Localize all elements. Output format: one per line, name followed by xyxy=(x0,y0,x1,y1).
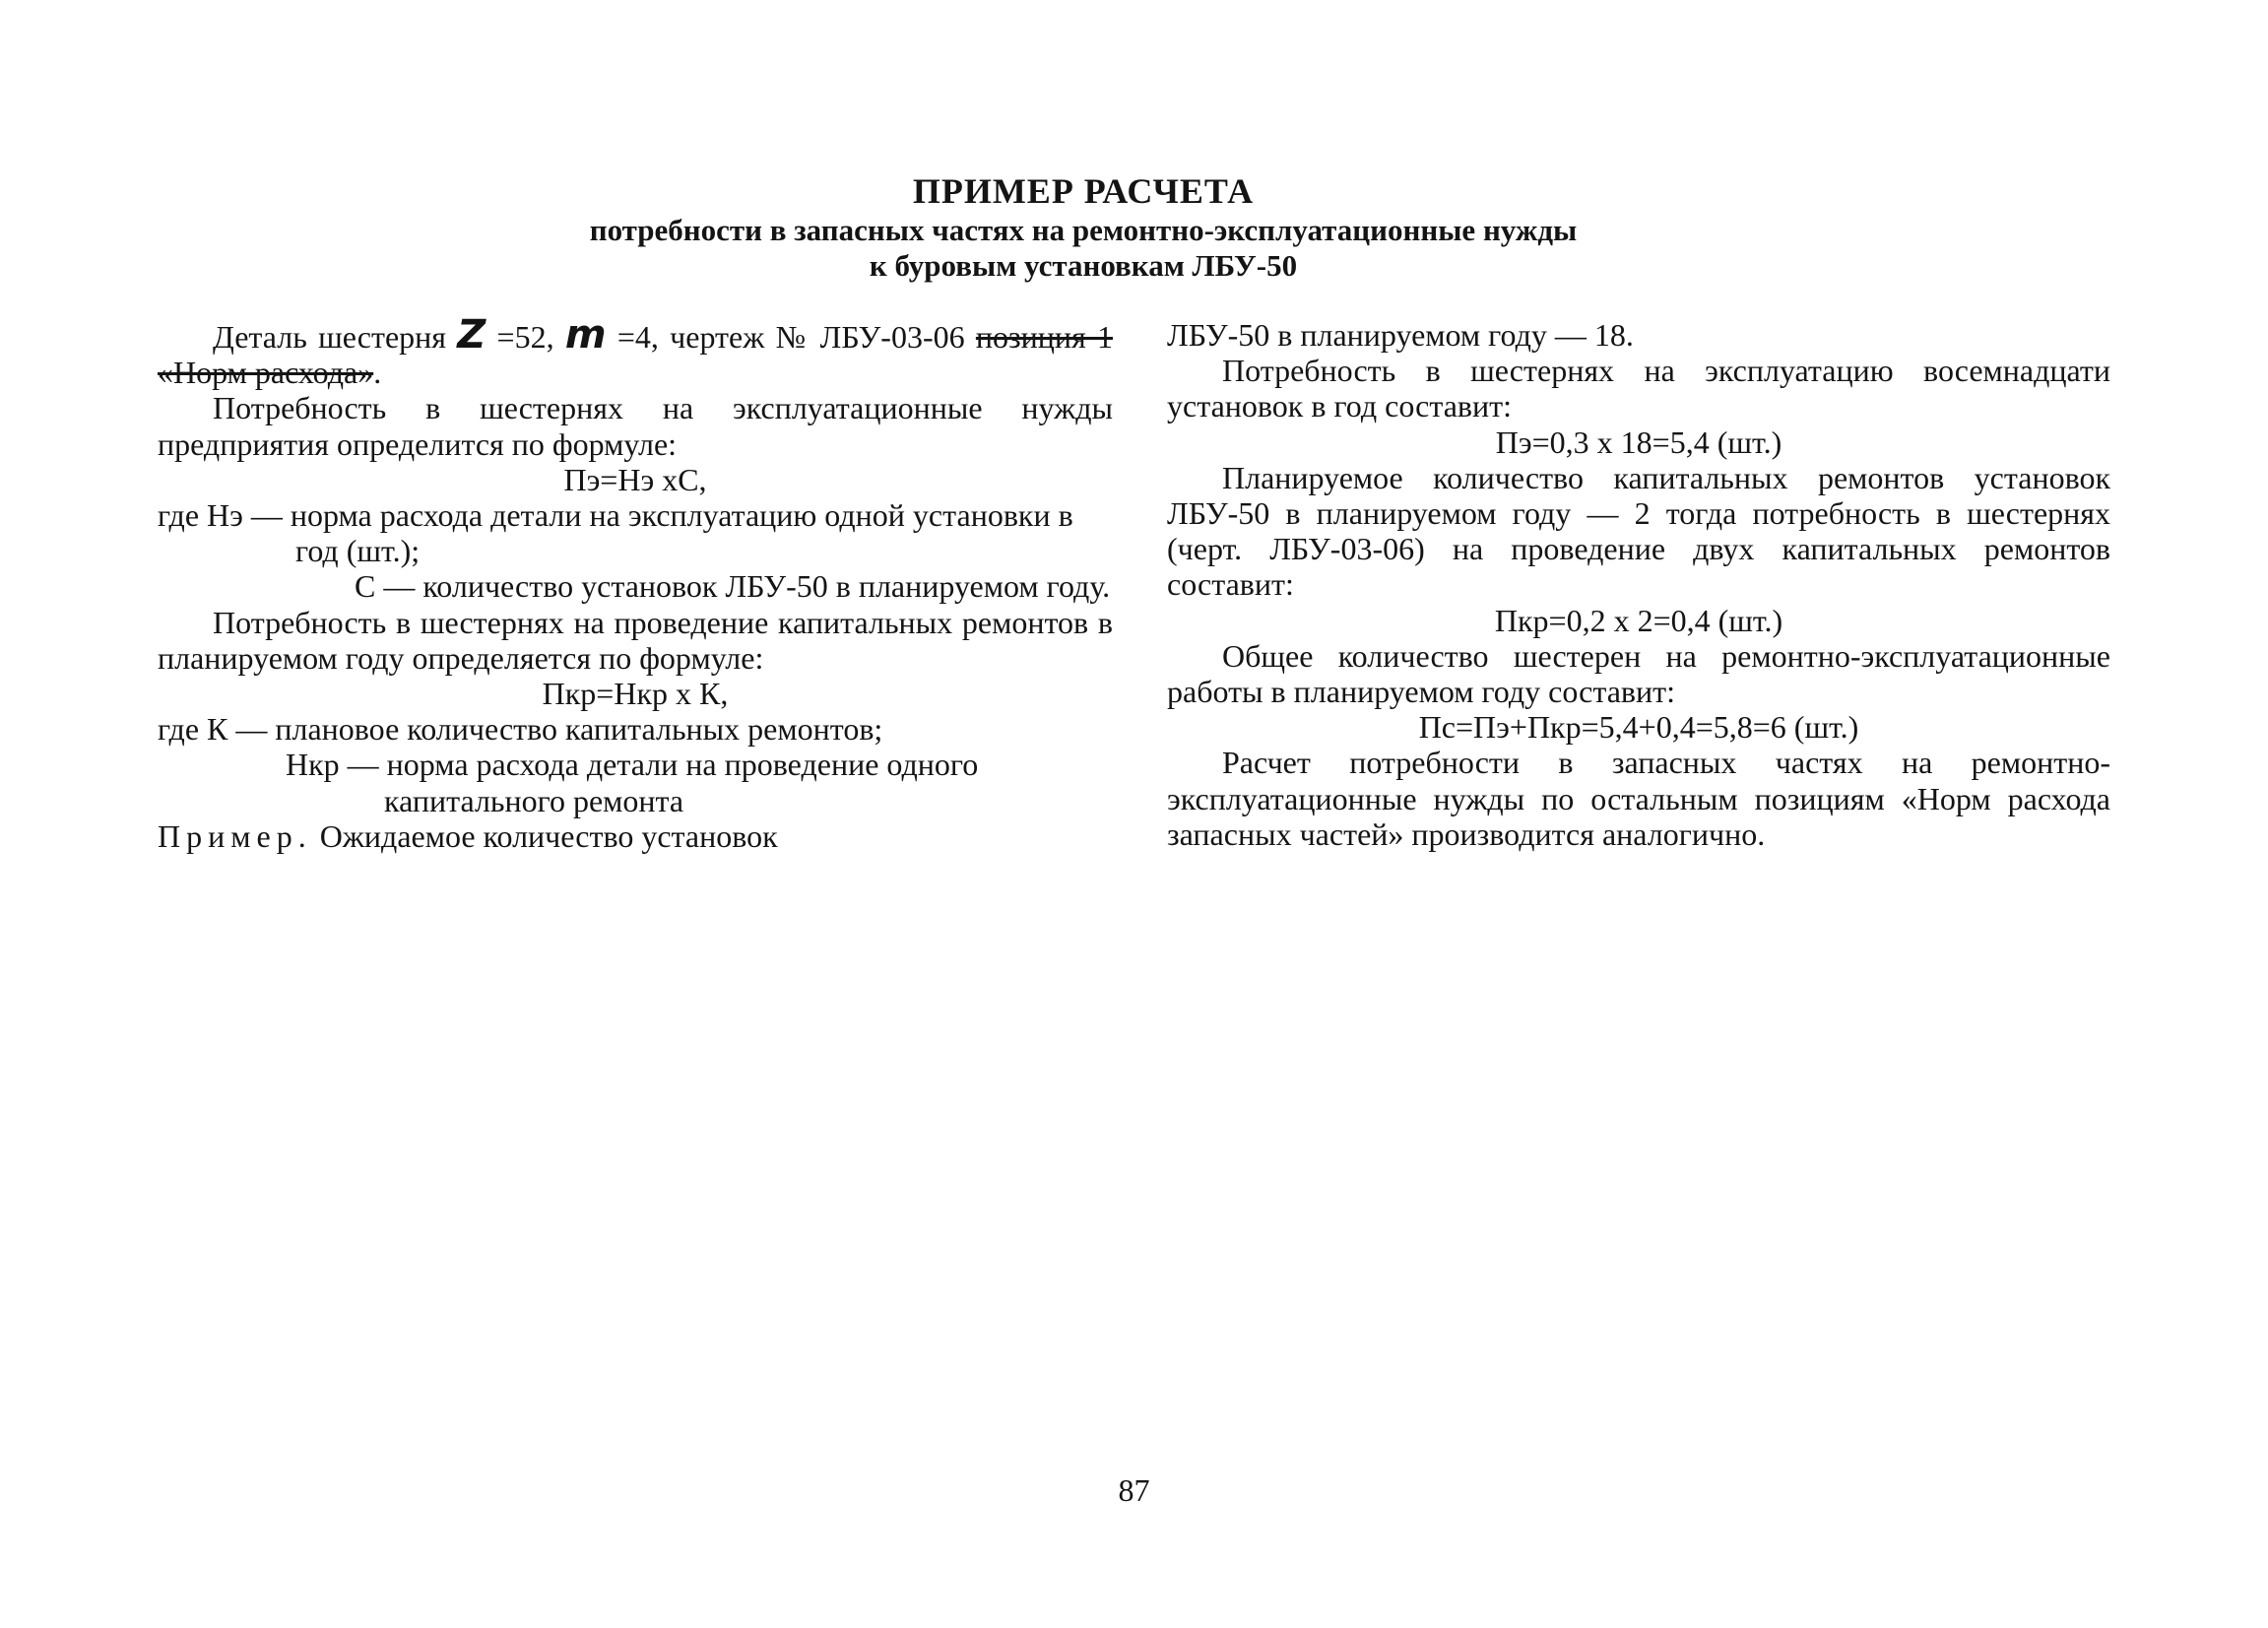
subtitle-line-1: потребности в запасных частях на ремонтно-эксплуатационные нужды xyxy=(589,213,1578,247)
operation-calc-paragraph: Потребность в шестернях на эксплуатацию восемнадцати установок в год составит: xyxy=(1167,353,2110,424)
struck-out-text: позиция 1 «Норм расхода» xyxy=(158,319,1114,391)
right-column xyxy=(1167,317,2110,852)
left-column xyxy=(158,312,1114,854)
repair-calc-paragraph: Планируемое количество капитальных ремонтов установок ЛБУ-50 в планируемом году — 2 тогда потребность в шестернях (черт. ЛБУ-03-06) на проведение двух капитальных ремонтов составит: xyxy=(1167,459,2110,603)
example-label: Пример. xyxy=(158,817,312,854)
definition-k: где К — плановое количество капитальных ремонтов; xyxy=(158,711,883,748)
detail-text-drawing: =4, чертеж № ЛБУ-03-06 xyxy=(606,319,976,355)
formula-ps-calc: Пс=Пэ+Пкр=5,4+0,4=5,8=6 (шт.) xyxy=(1418,709,1859,746)
example-continuation: ЛБУ-50 в планируемом году — 18. xyxy=(1167,317,1634,353)
page-title: ПРИМЕР РАСЧЕТА xyxy=(912,171,1255,211)
title-block xyxy=(0,169,2167,284)
formula-pe: Пэ=Нэ хС, xyxy=(563,461,707,497)
example-paragraph xyxy=(158,818,1113,854)
definition-c: С — количество установок ЛБУ-50 в планируемом году. xyxy=(355,568,1111,605)
formula-pe-calc: Пэ=0,3 х 18=5,4 (шт.) xyxy=(1495,423,1782,460)
example-text: Ожидаемое количество установок xyxy=(311,817,778,854)
detail-paragraph xyxy=(158,312,1114,391)
definition-ne: где Нэ — норма расхода детали на эксплуатацию одной установки в год (шт.); xyxy=(158,497,1073,569)
detail-text-end: . xyxy=(373,355,382,391)
definition-nkr: Нкр — норма расхода детали на проведение одного капитального ремонта xyxy=(286,747,979,818)
detail-text-start: Деталь шестерня xyxy=(213,319,458,355)
detail-text-z-value: =52, xyxy=(486,319,565,355)
operation-need-paragraph: Потребность в шестернях на эксплуатационные нужды предприятия определится по формуле: xyxy=(158,390,1113,462)
handwritten-z: Z xyxy=(457,312,486,358)
handwritten-m: m xyxy=(564,312,607,358)
repair-need-paragraph: Потребность в шестернях на проведение капитальных ремонтов в планируемом году определяется по формуле: xyxy=(158,604,1113,676)
page-number: 87 xyxy=(1118,1472,1150,1508)
total-paragraph: Общее количество шестерен на ремонтно-эксплуатационные работы в планируемом году составит: xyxy=(1167,637,2110,710)
conclusion-paragraph: Расчет потребности в запасных частях на ремонтно-эксплуатационные нужды по остальным позициям «Норм расхода запасных частей» производится аналогично. xyxy=(1167,745,2110,852)
formula-pkr-calc: Пкр=0,2 х 2=0,4 (шт.) xyxy=(1494,602,1783,638)
subtitle-line-2: к буровым установкам ЛБУ-50 xyxy=(869,248,1298,283)
formula-pkr: Пкр=Нкр х К, xyxy=(542,676,729,712)
